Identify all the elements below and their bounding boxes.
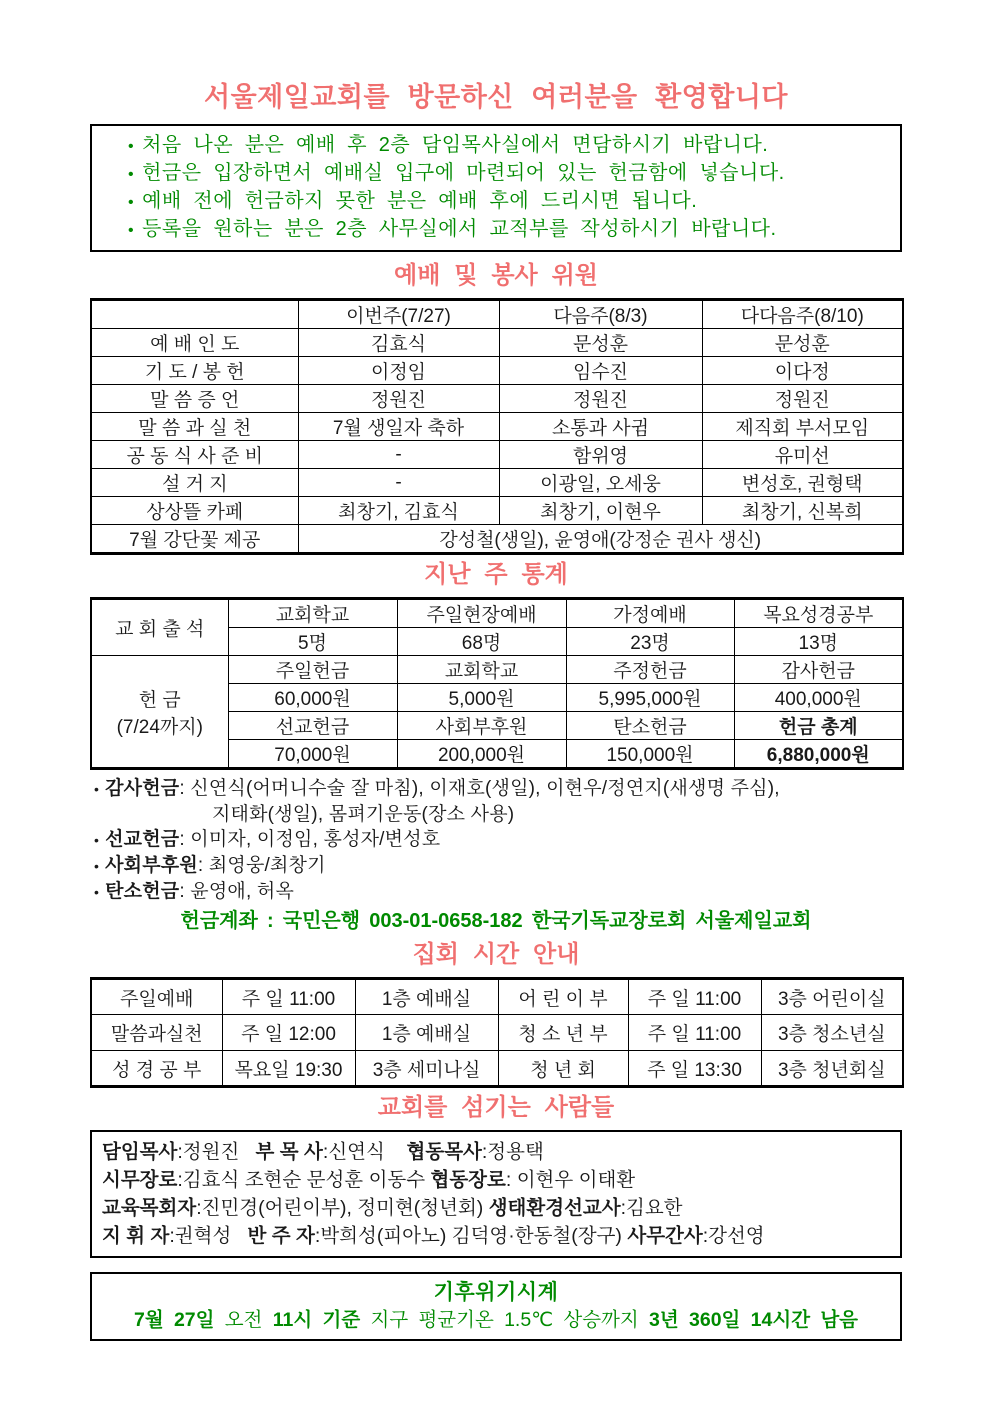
table-row — [91, 1015, 903, 1051]
cell: 함위영 — [499, 441, 702, 469]
table-row — [91, 329, 903, 357]
welcome-item — [128, 216, 890, 244]
cell: 주 일 13:30 — [628, 1051, 761, 1087]
bullet-icon: • — [128, 138, 135, 155]
cell: 1층 예배실 — [355, 979, 498, 1015]
cell: 68명 — [397, 628, 566, 656]
welcome-item-text: 등록을 원하는 분은 2층 사무실에서 교적부를 작성하시기 바랍니다. — [142, 218, 777, 240]
table-row — [91, 357, 903, 385]
table-row — [91, 979, 903, 1015]
cell: 정원진 — [702, 385, 903, 413]
row-label: 공 동 식 사 준 비 — [91, 441, 298, 469]
note-line — [94, 776, 902, 802]
cell: 소통과 사귐 — [499, 413, 702, 441]
bullet-icon: • — [94, 832, 100, 848]
row-label: 말 씀 과 실 천 — [91, 413, 298, 441]
table-row — [91, 441, 903, 469]
row-label: 성 경 공 부 — [91, 1051, 222, 1087]
row-label: 상상뜰 카페 — [91, 497, 298, 525]
note-text: 사회부후원: 최영웅/최창기 — [105, 855, 326, 876]
note-text: 선교헌금: 이미자, 이정임, 홍성자/변성호 — [105, 829, 441, 850]
header-cell: 주일현장예배 — [397, 599, 566, 628]
staff-line: 시무장로:김효식 조현순 문성훈 이동수 협동장로: 이현우 이태환 — [102, 1169, 636, 1191]
row-label: 예 배 인 도 — [91, 329, 298, 357]
cell: 최창기, 신복희 — [702, 497, 903, 525]
cell: 정원진 — [298, 385, 499, 413]
weekly-stats-table — [90, 597, 904, 770]
bullet-icon: • — [128, 166, 135, 183]
welcome-item-text: 처음 나온 분은 예배 후 2층 담임목사실에서 면담하시기 바랍니다. — [142, 134, 769, 156]
note-line — [94, 827, 902, 853]
cell: 3층 청년회실 — [761, 1051, 903, 1087]
row-label: 설 거 지 — [91, 469, 298, 497]
note-line — [94, 879, 902, 905]
cell: 주 일 11:00 — [222, 979, 355, 1015]
cell: 이다정 — [702, 357, 903, 385]
note-line — [94, 853, 902, 879]
cell: - — [298, 441, 499, 469]
header-cell: 다음주(8/3) — [499, 300, 702, 329]
page-title: 서울제일교회를 방문하신 여러분을 환영합니다 — [204, 82, 788, 112]
row-label: 어 린 이 부 — [498, 979, 628, 1015]
cell: 5명 — [228, 628, 397, 656]
cell: 문성훈 — [702, 329, 903, 357]
cell: 강성철(생일), 윤영애(강정순 권사 생신) — [298, 525, 903, 554]
staff-line: 교육목회자:진민경(어린이부), 정미현(청년회) 생태환경선교사:김요한 — [102, 1197, 683, 1219]
row-label: 청 소 년 부 — [498, 1015, 628, 1051]
cell: 유미선 — [702, 441, 903, 469]
climate-clock-box — [90, 1272, 902, 1341]
staff-line: 담임목사:정원진 부 목 사:신연식 협동목사:정용택 — [102, 1141, 544, 1163]
cell: 주 일 12:00 — [222, 1015, 355, 1051]
cell: 목요일 19:30 — [222, 1051, 355, 1087]
bulletin-page — [90, 80, 902, 1341]
bullet-icon: • — [94, 884, 100, 900]
stats-section-heading: 지난 주 통계 — [424, 561, 568, 588]
staff-box — [90, 1130, 902, 1258]
row-label: 교 회 출 석 — [91, 599, 228, 656]
table-row — [91, 656, 903, 684]
bullet-icon: • — [128, 194, 135, 211]
header-cell: 감사헌금 — [734, 656, 903, 684]
header-cell: 사회부후원 — [397, 712, 566, 740]
header-cell: 목요성경공부 — [734, 599, 903, 628]
staff-section-heading: 교회를 섬기는 사람들 — [377, 1094, 615, 1121]
cell: 3층 세미나실 — [355, 1051, 498, 1087]
staff-line: 지 휘 자:권혁성 반 주 자:박희성(피아노) 김덕영·한동철(장구) 사무간사:강선영 — [102, 1225, 765, 1247]
worship-section-heading: 예배 및 봉사 위원 — [394, 262, 598, 289]
row-label: 말씀과실천 — [91, 1015, 222, 1051]
cell: 13명 — [734, 628, 903, 656]
cell: 150,000원 — [566, 740, 734, 769]
header-cell: 가정예배 — [566, 599, 734, 628]
welcome-item-text: 예배 전에 헌금하지 못한 분은 예배 후에 드리시면 됩니다. — [142, 190, 698, 212]
header-cell: 선교헌금 — [228, 712, 397, 740]
header-cell: 다다음주(8/10) — [702, 300, 903, 329]
cell: 5,995,000원 — [566, 684, 734, 712]
cell: 정원진 — [499, 385, 702, 413]
schedule-section-heading: 집회 시간 안내 — [412, 941, 580, 968]
note-text: 감사헌금: 신연식(어머니수술 잘 마침), 이재호(생일), 이현우/정연지(새생명 주심), — [105, 778, 780, 799]
cell: 주 일 11:00 — [628, 979, 761, 1015]
header-cell: 탄소헌금 — [566, 712, 734, 740]
cell: 제직회 부서모임 — [702, 413, 903, 441]
cell: 200,000원 — [397, 740, 566, 769]
row-label: 주일예배 — [91, 979, 222, 1015]
table-header-row — [91, 300, 903, 329]
cell: 400,000원 — [734, 684, 903, 712]
header-cell: 교회학교 — [397, 656, 566, 684]
cell: 이정임 — [298, 357, 499, 385]
cell: 최창기, 김효식 — [298, 497, 499, 525]
offering-label: 헌 금 — [138, 689, 181, 711]
cell: 김효식 — [298, 329, 499, 357]
header-cell — [91, 300, 298, 329]
climate-clock-title: 기후위기시계 — [433, 1281, 559, 1304]
climate-clock-text: 7월 27일 오전 11시 기준 지구 평균기온 1.5℃ 상승까지 3년 360일 14시간 남음 — [133, 1309, 859, 1331]
header-cell: 주일헌금 — [228, 656, 397, 684]
cell: 1층 예배실 — [355, 1015, 498, 1051]
welcome-item-text: 헌금은 입장하면서 예배실 입구에 마련되어 있는 헌금함에 넣습니다. — [142, 162, 785, 184]
worship-committee-table — [90, 298, 904, 555]
header-cell: 주정헌금 — [566, 656, 734, 684]
note-text: 지태화(생일), 몸펴기운동(장소 사용) — [212, 804, 515, 825]
note-line-continuation — [94, 802, 902, 827]
welcome-item — [128, 160, 890, 188]
header-cell: 이번주(7/27) — [298, 300, 499, 329]
cell: 임수진 — [499, 357, 702, 385]
offering-notes — [94, 776, 902, 905]
cell: 23명 — [566, 628, 734, 656]
row-label: 말 씀 증 언 — [91, 385, 298, 413]
cell: 70,000원 — [228, 740, 397, 769]
cell: 3층 청소년실 — [761, 1015, 903, 1051]
cell: 3층 어린이실 — [761, 979, 903, 1015]
bullet-icon: • — [94, 781, 100, 797]
welcome-item — [128, 188, 890, 216]
offering-sublabel: (7/24까지) — [116, 716, 203, 738]
cell: 문성훈 — [499, 329, 702, 357]
table-row — [91, 469, 903, 497]
bullet-icon: • — [128, 222, 135, 239]
row-label: 7월 강단꽃 제공 — [91, 525, 298, 554]
offering-account-line: 헌금계좌 : 국민은행 003-01-0658-182 한국기독교장로회 서울제일교회 — [180, 910, 812, 932]
table-row — [91, 385, 903, 413]
cell: 변성호, 권형택 — [702, 469, 903, 497]
row-label: 청 년 회 — [498, 1051, 628, 1087]
table-row — [91, 497, 903, 525]
welcome-notice-box — [90, 124, 902, 252]
table-row — [91, 599, 903, 628]
header-cell: 교회학교 — [228, 599, 397, 628]
total-value-cell: 6,880,000원 — [734, 740, 903, 769]
cell: 최창기, 이현우 — [499, 497, 702, 525]
total-label-cell: 헌금 총계 — [734, 712, 903, 740]
table-row — [91, 1051, 903, 1087]
meeting-times-table — [90, 977, 904, 1088]
welcome-item — [128, 132, 890, 160]
cell: 주 일 11:00 — [628, 1015, 761, 1051]
cell: 5,000원 — [397, 684, 566, 712]
row-label — [91, 656, 228, 769]
table-row — [91, 413, 903, 441]
row-label: 기 도 / 봉 헌 — [91, 357, 298, 385]
cell: 60,000원 — [228, 684, 397, 712]
note-text: 탄소헌금: 윤영애, 허옥 — [105, 881, 295, 902]
cell: - — [298, 469, 499, 497]
bullet-icon: • — [94, 858, 100, 874]
table-footer-row — [91, 525, 903, 554]
cell: 이광일, 오세웅 — [499, 469, 702, 497]
cell: 7월 생일자 축하 — [298, 413, 499, 441]
